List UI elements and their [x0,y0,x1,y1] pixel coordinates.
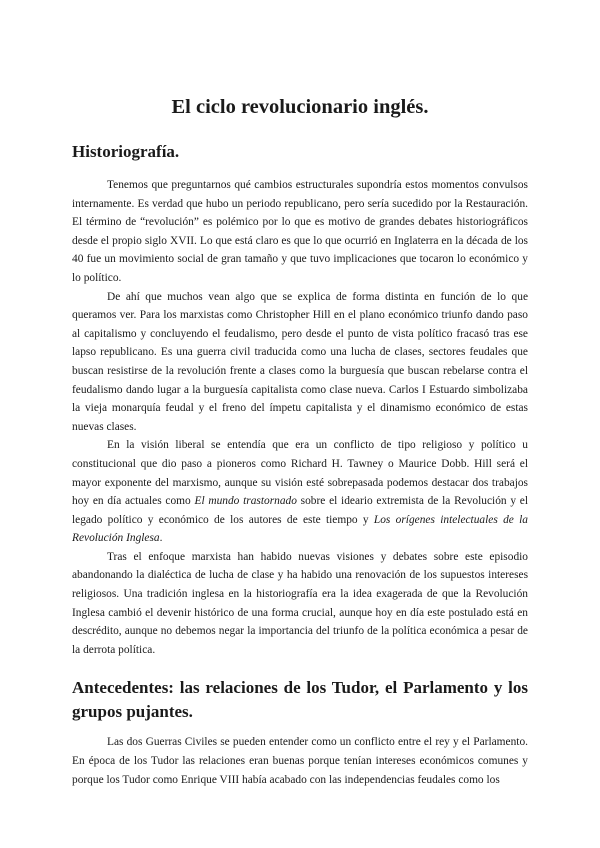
paragraph-text: En la visión liberal se entendía que era un conflicto de tipo religioso y político u constitucional que dio paso a pioneros como Richard H. Tawney o Maurice Dobb. Hill será el mayor exponente del marxismo, aunque su visión esté sobrepasada podemos destacar dos trabajos hoy en día actuales como [72,439,528,508]
section-historiografia [72,120,528,659]
paragraph: Las dos Guerras Civiles se pueden entender como un conflicto entre el rey y el Parlamento. En época de los Tudor las relaciones eran buenas porque tenían intereses económicos comunes y porque los Tudor como Enrique VIII había acabado con las independencias feudales como los [72,736,528,786]
paragraph-text: sobre el ideario extremista de la Revolución y el legado político y económico de los autores de este tiempo y [72,495,529,526]
page-title: El ciclo revolucionario inglés. [171,96,429,118]
section-heading: Antecedentes: las relaciones de los Tudor, el Parlamento y los grupos pujantes. [72,678,528,722]
section-heading: Historiografía. [72,142,180,161]
section-antecedentes [72,676,528,789]
paragraph: Tras el enfoque marxista han habido nuevas visiones y debates sobre este episodio abandonando la dialéctica de lucha de clase y ha habido una renovación de los supuestos intereses religiosos. Una tradición inglesa en la historiografía era la idea exagerada de que la Revolución Inglesa cambió el devenir histórico de una forma crucial, aunque hoy en día este postulado está en descrédito, aunque no debemos negar la importancia del triunfo de la política económica a pesar de la derrota política. [72,550,528,656]
book-title: Los orígenes intelectuales de la Revolución Inglesa [72,513,528,545]
paragraph: Tenemos que preguntarnos qué cambios estructurales supondría estos momentos convulsos internamente. Es verdad que hubo un periodo republicano, pero sería sucedido por la Restauración. El término de “revolución” es polémico por lo que es motivo de grandes debates historiográficos desde el propio siglo XVII. Lo que está claro es que lo que ocurrió en Inglaterra en la década de los 40 fue un movimiento social de gran tamaño y que tuvo implicaciones que tocaron lo económico y lo político. [72,179,528,284]
paragraph-text: . [159,532,163,545]
book-title: El mundo trastornado [194,495,297,508]
paragraph [72,436,528,548]
paragraph: De ahí que muchos vean algo que se explica de forma distinta en función de lo que queramos ver. Para los marxistas como Christopher Hill en el plano económico triunfo dando paso al capitalismo y concluyendo el feudalismo, pero desde el punto de vista político fracasó tras ese lapso republicano. Es una guerra civil traducida como una lucha de clases, sectores feudales que buscan resistirse de la revolución frente a clases como la burguesía que buscan rebelarse contra el feudalismo dando lugar a la burguesía capitalista como clase nueva. Carlos I Estuardo simbolizaba la vieja monarquía feudal y el freno del ímpetu capitalista y el dinamismo económico de estas nuevas clases. [72,290,528,433]
